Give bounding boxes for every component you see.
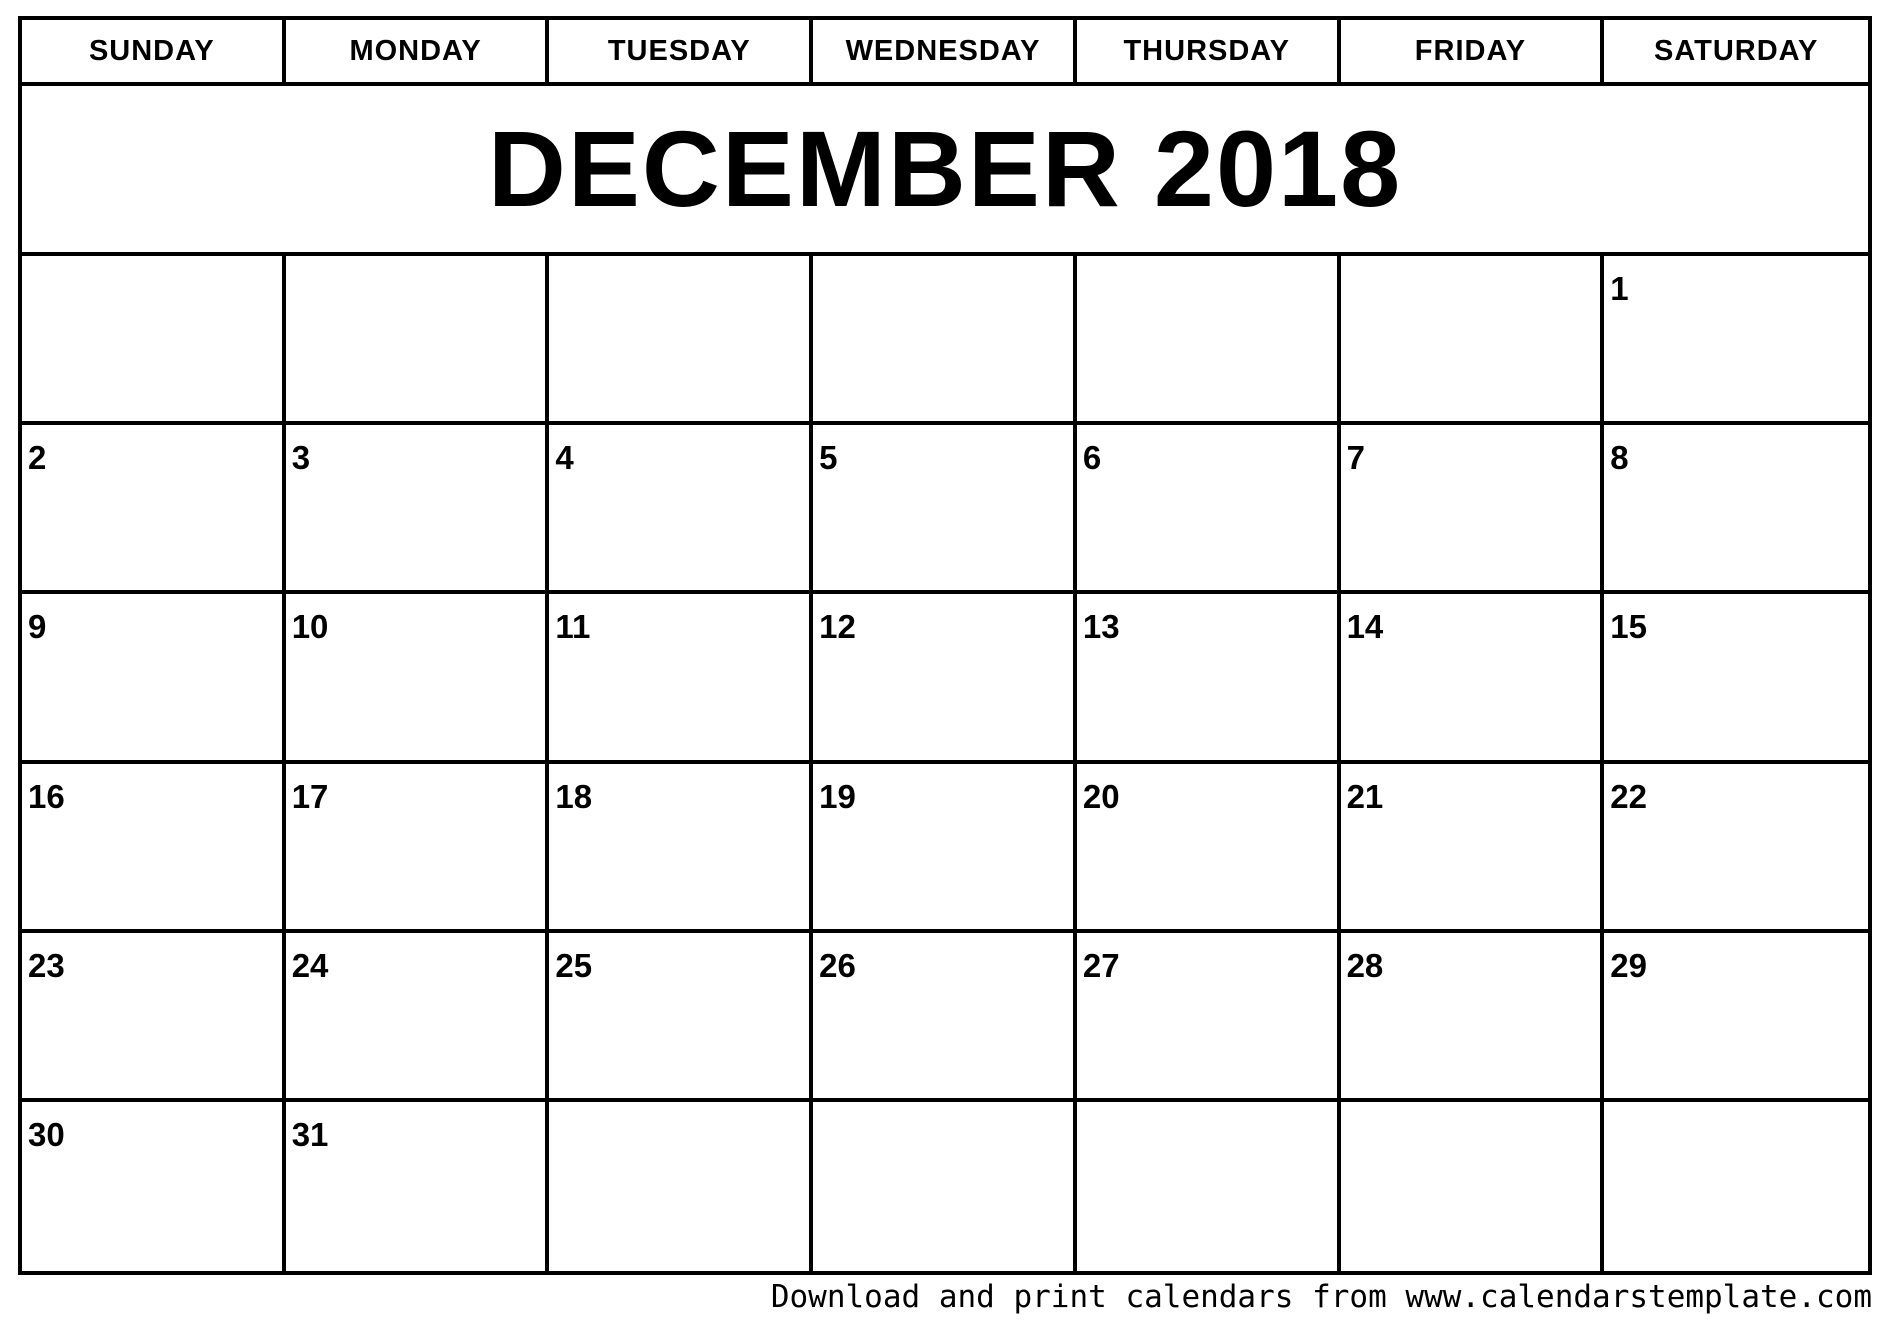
day-cell [549,256,813,425]
day-cell [1604,594,1868,763]
day-cell [1604,256,1868,425]
day-cell [1604,1102,1868,1271]
weekday-thursday: THURSDAY [1077,20,1341,82]
day-number: 10 [291,608,329,646]
day-cell [22,425,286,594]
day-number: 1 [1610,270,1629,307]
day-cell [549,1102,813,1271]
day-number: 21 [1346,777,1384,815]
day-number: 31 [291,1115,329,1153]
day-cell [286,764,550,933]
day-number: 15 [1610,608,1647,646]
day-cell [813,594,1077,763]
day-number: 12 [819,608,856,646]
day-cell [549,594,813,763]
day-number: 28 [1346,946,1384,984]
day-cell [1077,1102,1341,1271]
day-cell [1077,425,1341,594]
day-number: 3 [291,439,311,477]
day-cell [1341,425,1605,594]
day-number: 22 [1610,777,1647,815]
day-cell [1604,764,1868,933]
weekday-tuesday: TUESDAY [549,20,813,82]
day-number: 19 [819,777,856,815]
day-cell [549,425,813,594]
day-cell [813,933,1077,1102]
day-cell [286,256,550,425]
day-number: 29 [1610,946,1647,984]
day-cell [1341,594,1605,763]
day-number: 7 [1346,439,1365,477]
day-cell [286,933,550,1102]
footer-credit: Download and print calendars from www.calendarstemplate.com [770,1279,1872,1315]
day-number: 2 [28,439,47,477]
month-title-row [22,86,1868,256]
day-number: 5 [819,439,838,477]
day-cell [22,1102,286,1271]
day-number: 26 [819,946,856,984]
day-cell [813,764,1077,933]
day-number: 17 [291,777,329,815]
day-cell [813,425,1077,594]
day-number: 6 [1082,439,1102,477]
day-number: 25 [555,946,593,984]
day-cell [286,1102,550,1271]
day-cell [1341,256,1605,425]
day-cell [813,1102,1077,1271]
day-cell [286,425,550,594]
day-number: 24 [291,946,329,984]
day-number: 14 [1346,608,1384,646]
weekday-monday: MONDAY [286,20,550,82]
day-number: 8 [1610,439,1629,477]
weekday-sunday: SUNDAY [22,20,286,82]
day-number: 20 [1082,777,1120,815]
day-cell [1341,764,1605,933]
calendar [18,16,1872,1275]
day-number: 11 [555,608,591,646]
day-number: 9 [28,608,47,646]
day-cell [1077,764,1341,933]
day-grid [22,256,1868,1271]
weekday-friday: FRIDAY [1341,20,1605,82]
day-cell [1604,933,1868,1102]
day-cell [1604,425,1868,594]
day-number: 23 [28,946,65,984]
day-cell [1077,256,1341,425]
day-number: 18 [555,777,593,815]
day-cell [22,933,286,1102]
day-cell [813,256,1077,425]
day-cell [22,594,286,763]
day-number: 13 [1082,608,1120,646]
weekday-header-row [22,20,1868,86]
day-number: 16 [28,777,65,815]
day-cell [549,764,813,933]
day-cell [22,256,286,425]
day-cell [286,594,550,763]
day-cell [1077,933,1341,1102]
day-number: 27 [1082,946,1120,984]
day-cell [549,933,813,1102]
month-title: DECEMBER 2018 [487,108,1403,229]
day-number: 4 [555,439,574,477]
day-cell [22,764,286,933]
day-cell [1341,1102,1605,1271]
day-number: 30 [28,1115,65,1153]
weekday-wednesday: WEDNESDAY [813,20,1077,82]
day-cell [1341,933,1605,1102]
weekday-saturday: SATURDAY [1653,34,1819,67]
day-cell [1077,594,1341,763]
